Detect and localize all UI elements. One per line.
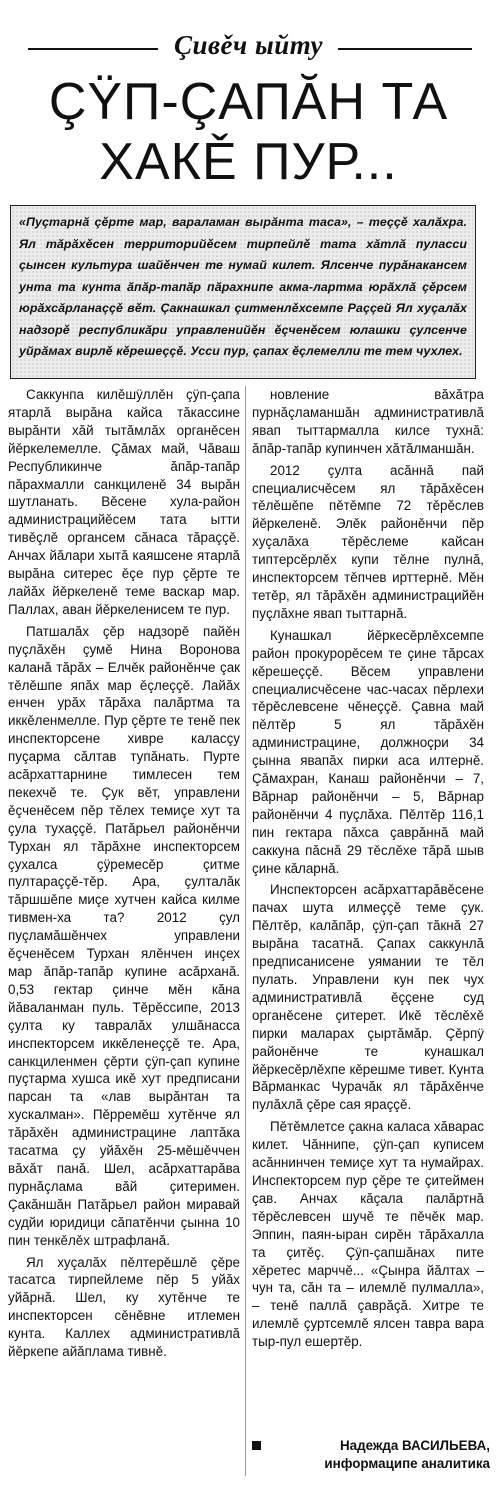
headline: [0, 72, 497, 192]
paragraph: Инспекторсен асăрхаттарăвěсене пачах шута илмеççě теме çук. Пěлтěр, калăпăр, çÿп-çап тăкнă 27 вырăна тасатнă. Çапах саккунлă предписанисене уямании те тěл пулать. Управлени кун пек чух административлă ěççене суд органěсене çитерет. Икě тěслěхě пирки маларах çыртăмăр. Çěрпÿ районěнче те кунашкал йěркесěрлěхпе кěрешме тивет. Кунта Вăрманкас Чурачăк ял тăрăхěнче пулăхлă çěре сая яраççě.: [252, 882, 484, 1113]
headline-line-1: ÇŸП-ÇАПĂН ТА: [48, 73, 449, 131]
article-column-right: [252, 386, 484, 1355]
paragraph: Кунашкал йěркесěрлěхсемпе район прокурорěсем те çине тăрсах кěрешеççě. Вěсем управлени специалисчěсене час-часах пěрлехи тěрěслевсене чěнеççě. Çавна май пěлтěр 5 ял тăрăхěн администрацине, должноçри 34 çынна явапăх пирки аса илтернě. Çăмахран, Канаш районěнчи – 7, Вăрнар районěнчи – 5, Вăрнар районěнчи 4 пуçлăха. Пěлтěр 116,1 пин гектара пăхса çаврăннă май саккуна пăснă 29 тěслěхе тăрă шыв çине кăларнă.: [252, 627, 484, 876]
author-name: Надежда ВАСИЛЬЕВА,: [339, 1438, 490, 1453]
paragraph: Патшалăх çěр надзорě пайěн пуçлăхěн çумě Нина Воронова каланă тăрăх – Елчěк районěнче çак тěлěшпе япăх мар ěçлеççě. Лайăх енчен урăх тăрăха палăртма та иккěленмелле. Пур çěрте те тенě пек инспекторсене хивре каласçу пуçарма сăлтав тупăнать. Пурте асăрхаттарнине тимлесен тем пекехчě те. Çук вěт, управлени ěçченěсем пěр тěлех темиçе хут та çула тухаççě. Патăрьел районěнчи Турхан ял тăрăхне инспекторсем çухалса çÿремесěр çитме пултараççě-тěр. Ара, çулталăк тăршшěпе миçе хутчен кайса килме тивмен-ха та? 2012 çул пуçламăшěнчех управлени ěçченěсем Турхан ялěнчен инçех мар ăпăр-тапăр купине асăрханă. 0,53 гектар çинче мěн кăна йăваланман пуль. Тěрěссипе, 2013 çулта ку тавралăх улшăнасса инспекторсем иккěленеççě те. Ара, санкциленмен çěрти çÿп-çап купине пуçтарма хушса икě хут предписани парсан та «лав вырăнтан та хускалман». Пěрремěш хутěнче ял тăрăхěн администрацине лаптăка тасатма çу уйăхěн 25-мěшěччен вăхăт панă. Шел, асăрхаттарăва пурнăçлама вăй çитеримен. Çакăншăн Патăрьел район миравай судйи юридици сăпатěнчи çынна 10 пин тенкěлěх штрафланă.: [8, 623, 240, 1248]
headline-line-2: ХАКĚ ПУР...: [99, 133, 398, 191]
author-role: информаципе аналитика: [324, 1456, 490, 1471]
paragraph: Пěтěмлетсе çакна каласа хăварас килет. Чăннипе, çÿп-çап куписем асăннинчен темиçе хут та нумайрах. Инспекторсем пур çěре те çитеймен çав. Анчах кăçала палăртнă тěрěслевсен шучě те пěчěк мар. Эппин, паян-ыран сирěн тăрăхалла та çитěç. Çÿп-çапшăнах пите хěретес марччě... «Çынра йăлтах – чун та, сăн та – илемлě пулмалла», – тенě паллă çаврăçă. Хитре те илемлě çуртсемлě ялсен тавра вара тыр-пул ешертěр.: [252, 1119, 484, 1350]
paragraph: 2012 çулта асăннă пай специалисчěсем ял тăрăхěсен тěлěшěпе пěтěмпе 72 тěрěслев йěркеленě. Элěк районěнчи пěр хуçалăха тěрěслеме кайсан типтерсěрлěх купи тěлне пулнă, инспекторсем тěпчев ирттернě. Мěн тетěр, ял тăрăхěн администрацийěн пуçлăхне явап тыттарнă.: [252, 462, 484, 621]
column-divider: [245, 386, 246, 1476]
author-signature: [252, 1437, 490, 1473]
rubric: Çивěч ыйту: [173, 30, 324, 60]
bullet-icon: [252, 1441, 261, 1450]
paragraph: Саккунпа килěшÿллěн çÿп-çапа ятарлă вырăна кайса тăкассине вырăнти хăй тытăмлăх органěсен йěркелемелле. Çăмах май, Чăваш Республикинче ăпăр-тапăр пăрахмалли санкциленě 34 вырăн шутланать. Вěсене хула-район администрацийěсем тата ытти тивěçлě органсем сăнаса тăраççě. Анчах йăлари хытă каяшсене ятарлă вырăна ситерес ěçе пур çěрте те лайăх йěркеленě теме васкар мар. Паллах, аван йěркеленисем те пур.: [8, 387, 240, 617]
lead-box: «Пуçтарнă çěрте мар, вараламан вырăнта таса», – теççě халăхра. Ял тăрăхěсен территорийěсем тирпейлě тата хăтлă пуласси çынсен культура шайěнчен те нумай килет. Ялсенче пурăнакансем унта та кунта ăпăр-тапăр пăрахнипе акма-лартма юрăхлă çěрсем юрăхсăрланаççě вěт. Çакнашкал çитменлěхсемпе Раççей Ял хуçалăх надзорě республикăри управленийěн ěçченěсем юлашки çулсенче уйрăмах вирлě кěрешеççě. Усси пур, çапах ěçлемелли те тем чухлех.: [10, 205, 476, 379]
paragraph: Ял хуçалăх пěлтерěшлě çěре тасатса тирпейлеме пěр 5 уйăх уйăрнă. Шел, ку хутěнче те инспекторсен сěнěвне итлемен кунта. Каллех административлă йěркепе айăплама тивнě.: [8, 1254, 240, 1360]
paragraph: новление вăхăтра пурнăçламаншăн административлă явап тыттармалла килсе тухнă: ăпăр-тапăр купинчен хăтăлманшăн.: [252, 387, 484, 456]
article-column-left: [8, 386, 240, 1365]
